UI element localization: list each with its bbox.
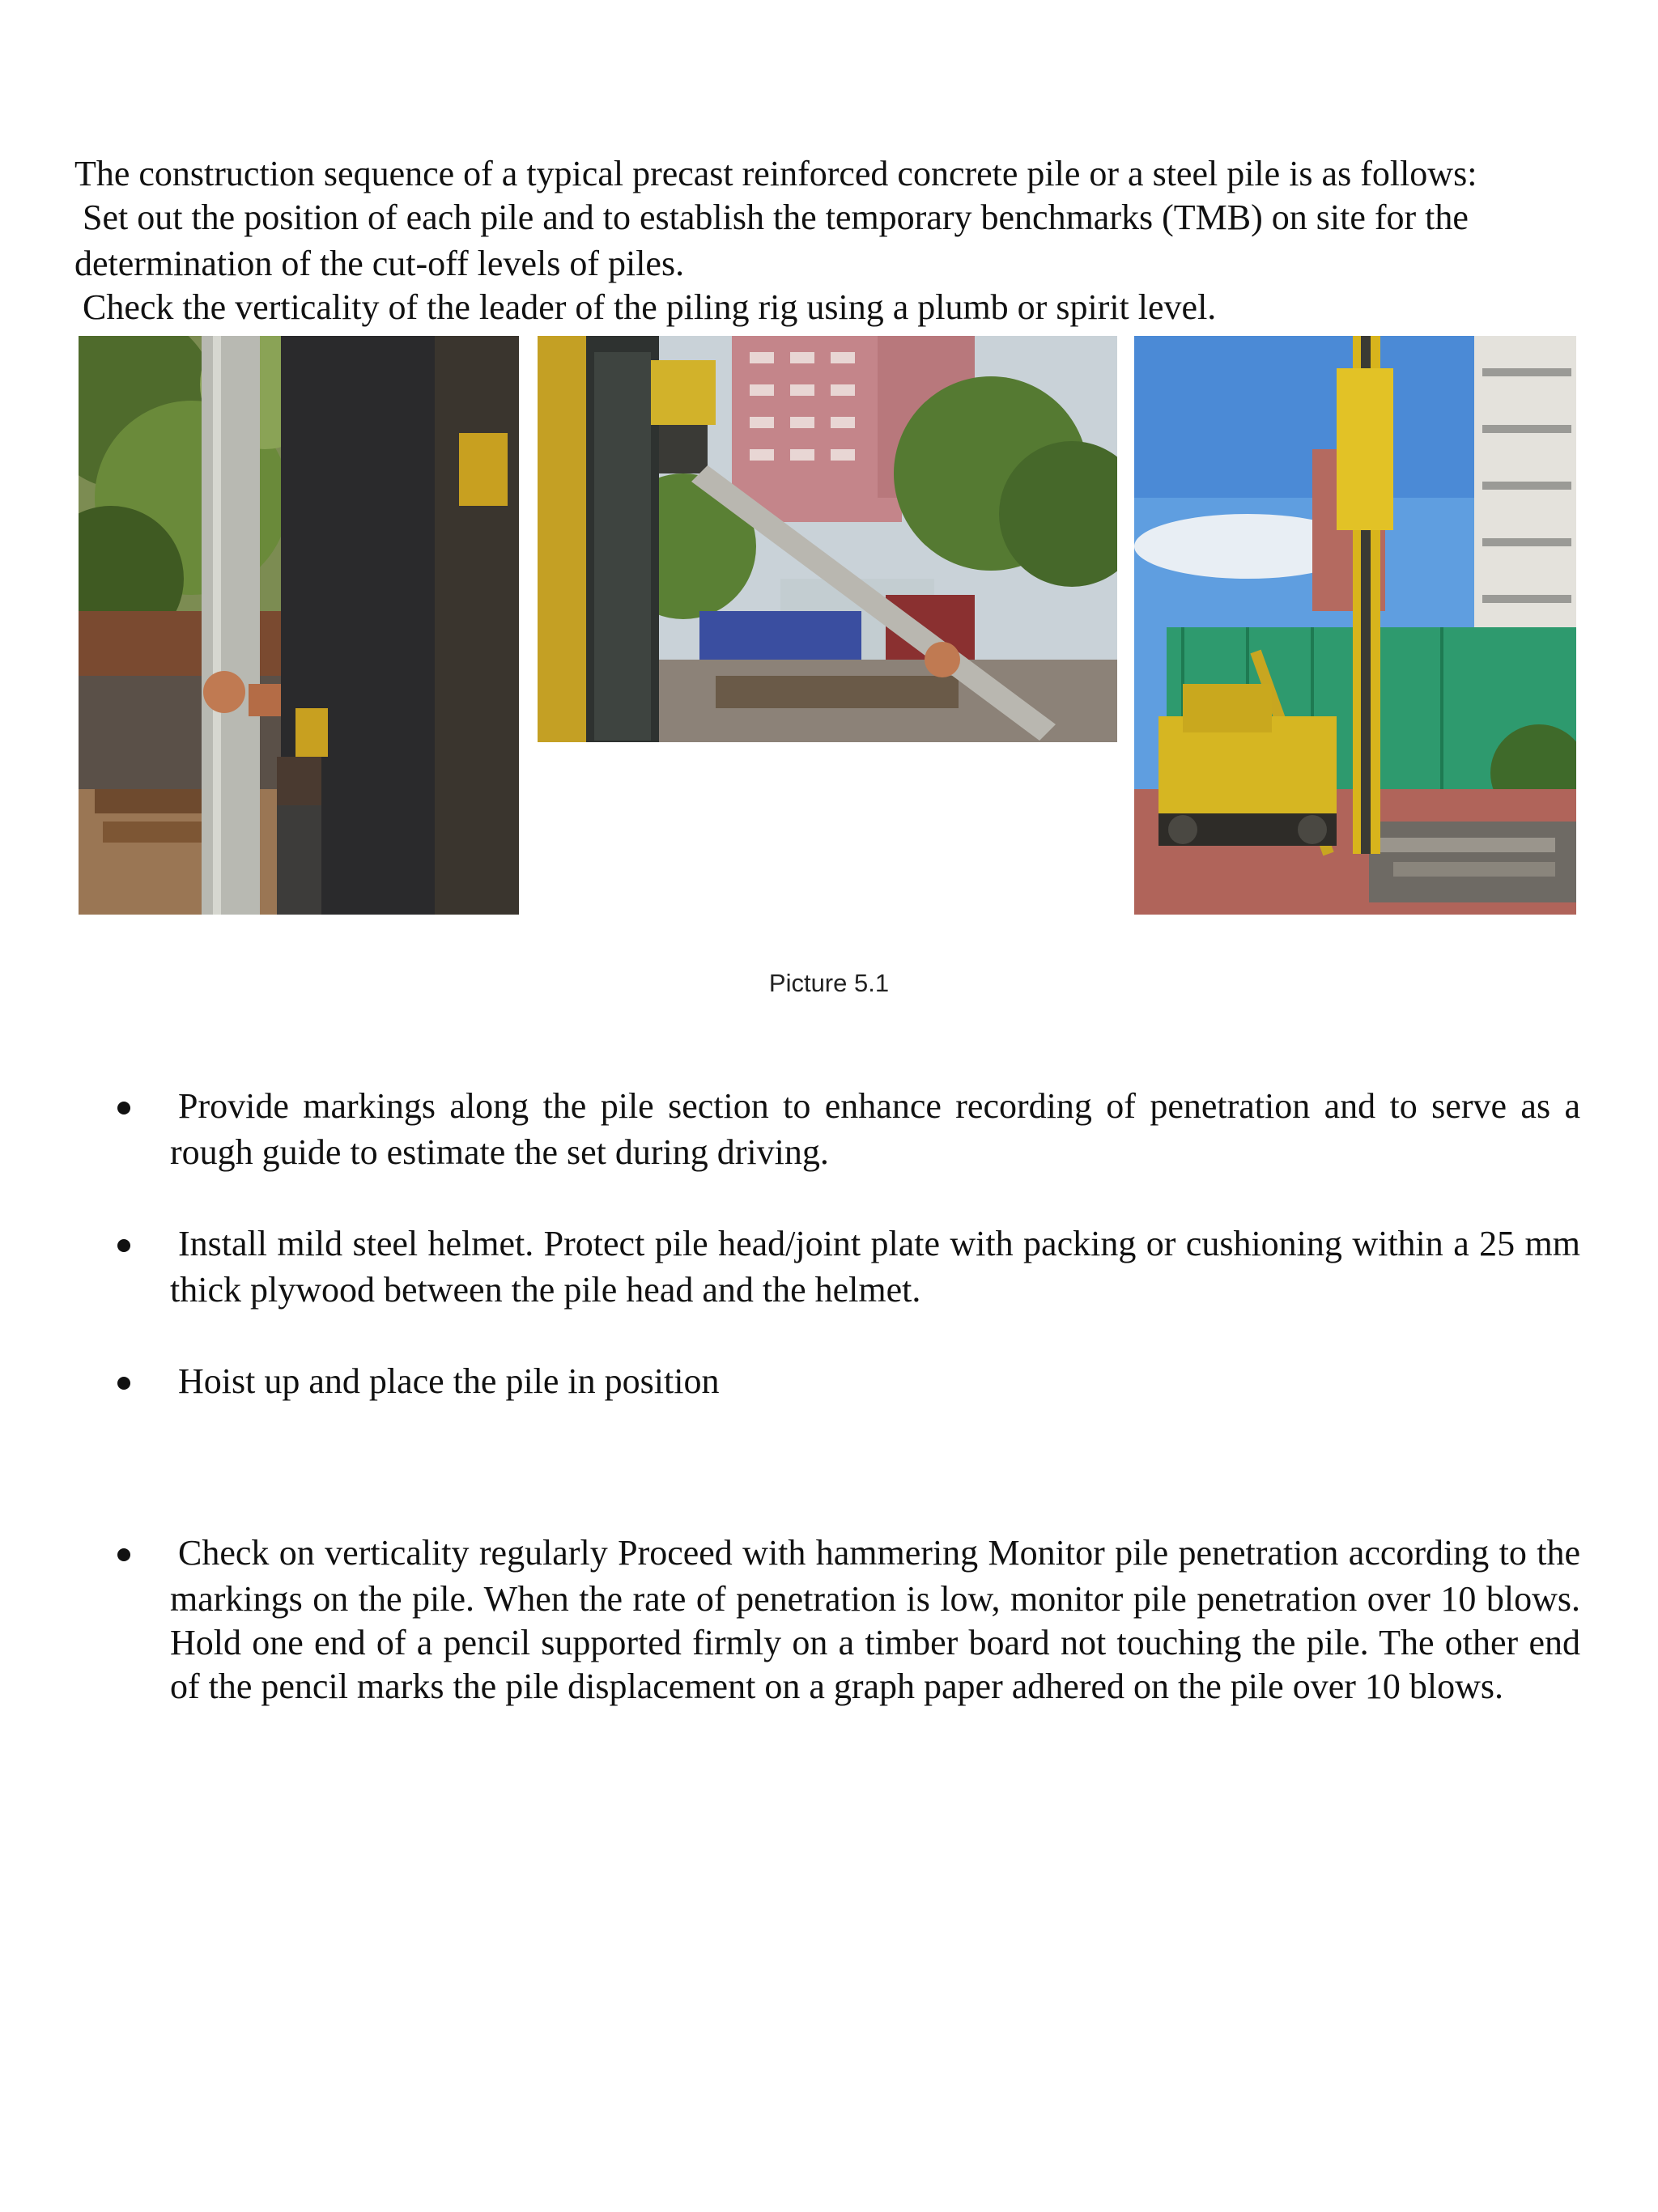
list-item	[170, 1222, 1580, 1312]
figure-caption: Picture 5.1	[768, 969, 890, 997]
photo-worker-pile	[79, 336, 519, 915]
bullet-icon	[117, 1102, 130, 1114]
list-item	[170, 1360, 1580, 1406]
bullet-icon	[117, 1377, 130, 1390]
bullet-text: Install mild steel helmet. Protect pile head/joint plate with packing or cushioning within a 25 mm thick plywood between the pile head and the helmet.	[170, 1224, 1580, 1310]
bullet-icon	[117, 1239, 130, 1252]
photo-piling-rig-site	[1134, 336, 1576, 915]
bullet-text: Provide markings along the pile section to enhance recording of penetration and to serve as a rough guide to estimate the set during driving.	[170, 1086, 1580, 1172]
bullet-text: Hoist up and place the pile in position	[178, 1361, 720, 1401]
step-check-verticality	[74, 286, 1596, 332]
intro-block	[74, 152, 1596, 332]
photo-piling-rig-hammer	[538, 336, 1117, 742]
intro-sentence: The construction sequence of a typical precast reinforced concrete pile or a steel pile is as follows:	[74, 154, 1477, 193]
bullet-icon	[117, 1548, 130, 1561]
bullet-text: Check on verticality regularly Proceed with hammering Monitor pile penetration according to the markings on the pile. When the rate of penetration is low, monitor pile penetration over 10 blows. Hold one end of a pencil supported firmly on a timber board not touching the pile. The other end of the pencil marks the pile displacement on a graph paper adhered on the pile over 10 blows.	[170, 1533, 1580, 1706]
step-set-out	[74, 196, 1596, 286]
list-item	[170, 1085, 1580, 1174]
list-item	[170, 1531, 1580, 1709]
step-check-verticality-text: Check the verticality of the leader of the piling rig using a plumb or spirit level.	[83, 287, 1217, 327]
step-set-out-text: Set out the position of each pile and to establish the temporary benchmarks (TMB) on site for the determination of the cut-off levels of piles.	[74, 197, 1469, 283]
